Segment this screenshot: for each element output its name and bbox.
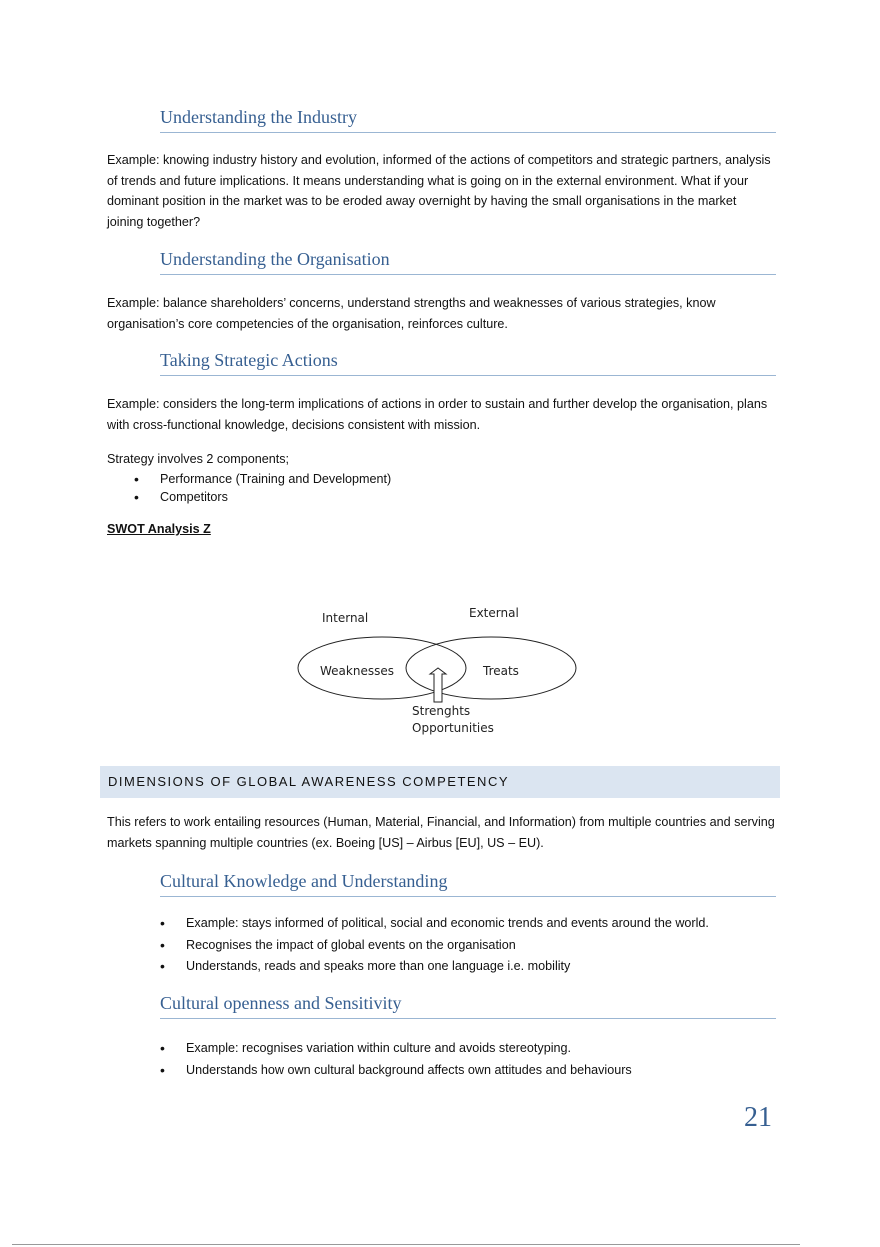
- swot-title: SWOT Analysis Z: [107, 522, 211, 536]
- internal-label: Internal: [322, 611, 369, 625]
- bullet-icon: •: [160, 936, 165, 953]
- strategy-intro: Strategy involves 2 components;: [107, 452, 290, 466]
- list-item: • Performance (Training and Development): [134, 471, 392, 487]
- opportunities-label: Opportunities: [412, 721, 494, 735]
- paragraph-strategic-actions: Example: considers the long-term implications of actions in order to sustain and further develop the organisation, plans with cross-functional knowledge, decisions consistent with mission.: [107, 397, 768, 432]
- strategy-components-list: [134, 470, 760, 506]
- strengths-arrow-icon: [430, 668, 446, 702]
- footer-divider: [12, 1244, 800, 1245]
- bullet-icon: •: [134, 489, 139, 505]
- bullet-icon: •: [160, 1061, 165, 1078]
- list-item: • Recognises the impact of global events on the organisation: [186, 935, 776, 957]
- heading-cultural-openness: Cultural openness and Sensitivity: [160, 994, 776, 1019]
- bullet-icon: •: [160, 1040, 165, 1056]
- treats-label: Treats: [483, 664, 519, 678]
- heading-strategic-actions: Taking Strategic Actions: [160, 351, 776, 376]
- list-item: • Example: recognises variation within culture and avoids stereotyping.: [186, 1038, 776, 1060]
- list-item: • Understands how own cultural background affects own attitudes and behaviours: [186, 1060, 776, 1082]
- strengths-label: Strenghts: [412, 704, 471, 718]
- cultural-knowledge-list: [160, 913, 776, 978]
- cultural-openness-list: [160, 1038, 776, 1081]
- weaknesses-label: Weaknesses: [320, 664, 394, 678]
- heading-understanding-organisation: Understanding the Organisation: [160, 250, 776, 275]
- list-item: • Example: stays informed of political, social and economic trends and events around the world.: [186, 913, 776, 935]
- external-label: External: [469, 606, 519, 620]
- bullet-icon: •: [160, 958, 165, 974]
- paragraph-industry: Example: knowing industry history and evolution, informed of the actions of competitors and strategic partners, analysis of trends and future implications. It means understanding what is going on in the external environment. What if your dominant position in the market was to be eroded away overnight by having the small organisations in the market joining together?: [107, 153, 771, 229]
- swot-venn-diagram: [295, 598, 585, 738]
- bullet-icon: •: [134, 471, 139, 487]
- list-item: • Understands, reads and speaks more than one language i.e. mobility: [186, 956, 776, 978]
- section-title-global-awareness: DIMENSIONS OF GLOBAL AWARENESS COMPETENCY: [100, 766, 780, 798]
- heading-understanding-industry: Understanding the Industry: [160, 108, 776, 133]
- bullet-icon: •: [160, 915, 165, 931]
- page-number: 21: [744, 1102, 772, 1133]
- list-item: • Competitors: [134, 489, 228, 505]
- paragraph-organisation: Example: balance shareholders’ concerns, understand strengths and weaknesses of various strategies, know organisation’s core competencies of the organisation, reinforces culture.: [107, 296, 716, 331]
- paragraph-global-awareness: This refers to work entailing resources (Human, Material, Financial, and Information) from multiple countries and serving markets spanning multiple countries (ex. Boeing [US] – Airbus [EU], US – EU).: [107, 815, 775, 850]
- heading-cultural-knowledge: Cultural Knowledge and Understanding: [160, 872, 776, 897]
